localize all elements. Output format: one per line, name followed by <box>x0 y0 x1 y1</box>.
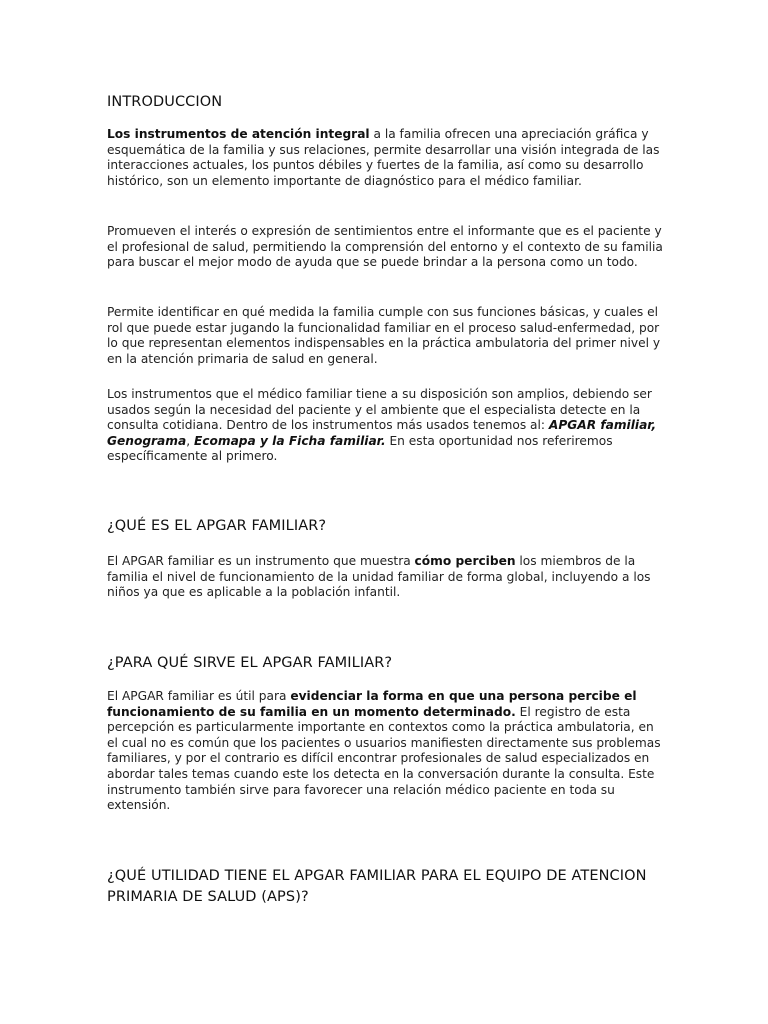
purpose-bold: evidenciar la forma en que una persona percibe el funcionamiento de su familia en un momento determinado. <box>107 689 637 719</box>
intro-paragraph-3: Permite identificar en qué medida la familia cumple con sus funciones básicas, y cuales el rol que puede estar jugando la funcionalidad familiar en el proceso salud-enfermedad, por lo que representan elementos indispensables en la práctica ambulatoria del primer nivel y en la atención primaria de salud en general. <box>107 305 661 366</box>
intro-p4-separator: , <box>186 433 194 448</box>
purpose-text-a: El APGAR familiar es útil para <box>107 689 291 703</box>
purpose-text-b: El registro de esta percepción es particularmente importante en contextos como la práctica ambulatoria, en el cual no es común que los pacientes o usuarios manifiesten directamente sus problemas familiares, y por el contrario es difícil encontrar profesionales de salud especializados en abordar tales temas cuando este los detecta en la conversación durante la consulta. Este instrumento también sirve para favorecer una relación médico paciente en toda su extensión. <box>107 704 661 813</box>
what-is-text-a: El APGAR familiar es un instrumento que muestra <box>107 554 415 568</box>
intro-p4-instruments-b: Ecomapa y la Ficha familiar. <box>193 433 386 448</box>
intro-p4-instruments-a: APGAR familiar, Genograma <box>107 418 657 448</box>
intro-paragraph-1 <box>107 127 663 189</box>
intro-p4-text-b: En esta oportunidad nos referiremos específicamente al primero. <box>107 433 613 464</box>
purpose-paragraph <box>107 689 663 814</box>
what-is-heading: ¿QUÉ ES EL APGAR FAMILIAR? <box>107 518 327 534</box>
intro-heading: INTRODUCCION <box>107 94 223 110</box>
intro-paragraph-4 <box>107 387 663 465</box>
what-is-paragraph <box>107 554 663 601</box>
intro-paragraph-2: Promueven el interés o expresión de sentimientos entre el informante que es el paciente y el profesional de salud, permitiendo la comprensión del entorno y el contexto de su familia para buscar el mejor modo de ayuda que se puede brindar a la persona como un todo. <box>107 224 663 270</box>
utility-heading: ¿QUÉ UTILIDAD TIENE EL APGAR FAMILIAR PARA EL EQUIPO DE ATENCION PRIMARIA DE SALUD (APS)? <box>107 868 647 905</box>
what-is-bold: cómo perciben <box>414 554 516 568</box>
intro-p1-text: a la familia ofrecen una apreciación gráfica y esquemática de la familia y sus relaciones, permite desarrollar una visión integrada de las interacciones actuales, los puntos débiles y fuertes de la familia, así como su desarrollo histórico, son un elemento importante de diagnóstico para el médico familiar. <box>107 127 660 188</box>
intro-p1-bold: Los instrumentos de atención integral <box>107 127 370 141</box>
intro-p4-text-a: Los instrumentos que el médico familiar tiene a su disposición son amplios, debiendo ser usados según la necesidad del paciente y el ambiente que el especialista detecte en la consulta cotidiana. Dentro de los instrumentos más usados tenemos al: <box>107 387 652 433</box>
purpose-heading: ¿PARA QUÉ SIRVE EL APGAR FAMILIAR? <box>107 655 393 671</box>
what-is-text-b: los miembros de la familia el nivel de funcionamiento de la unidad familiar de forma global, incluyendo a los niños ya que es aplicable a la población infantil. <box>107 554 651 600</box>
